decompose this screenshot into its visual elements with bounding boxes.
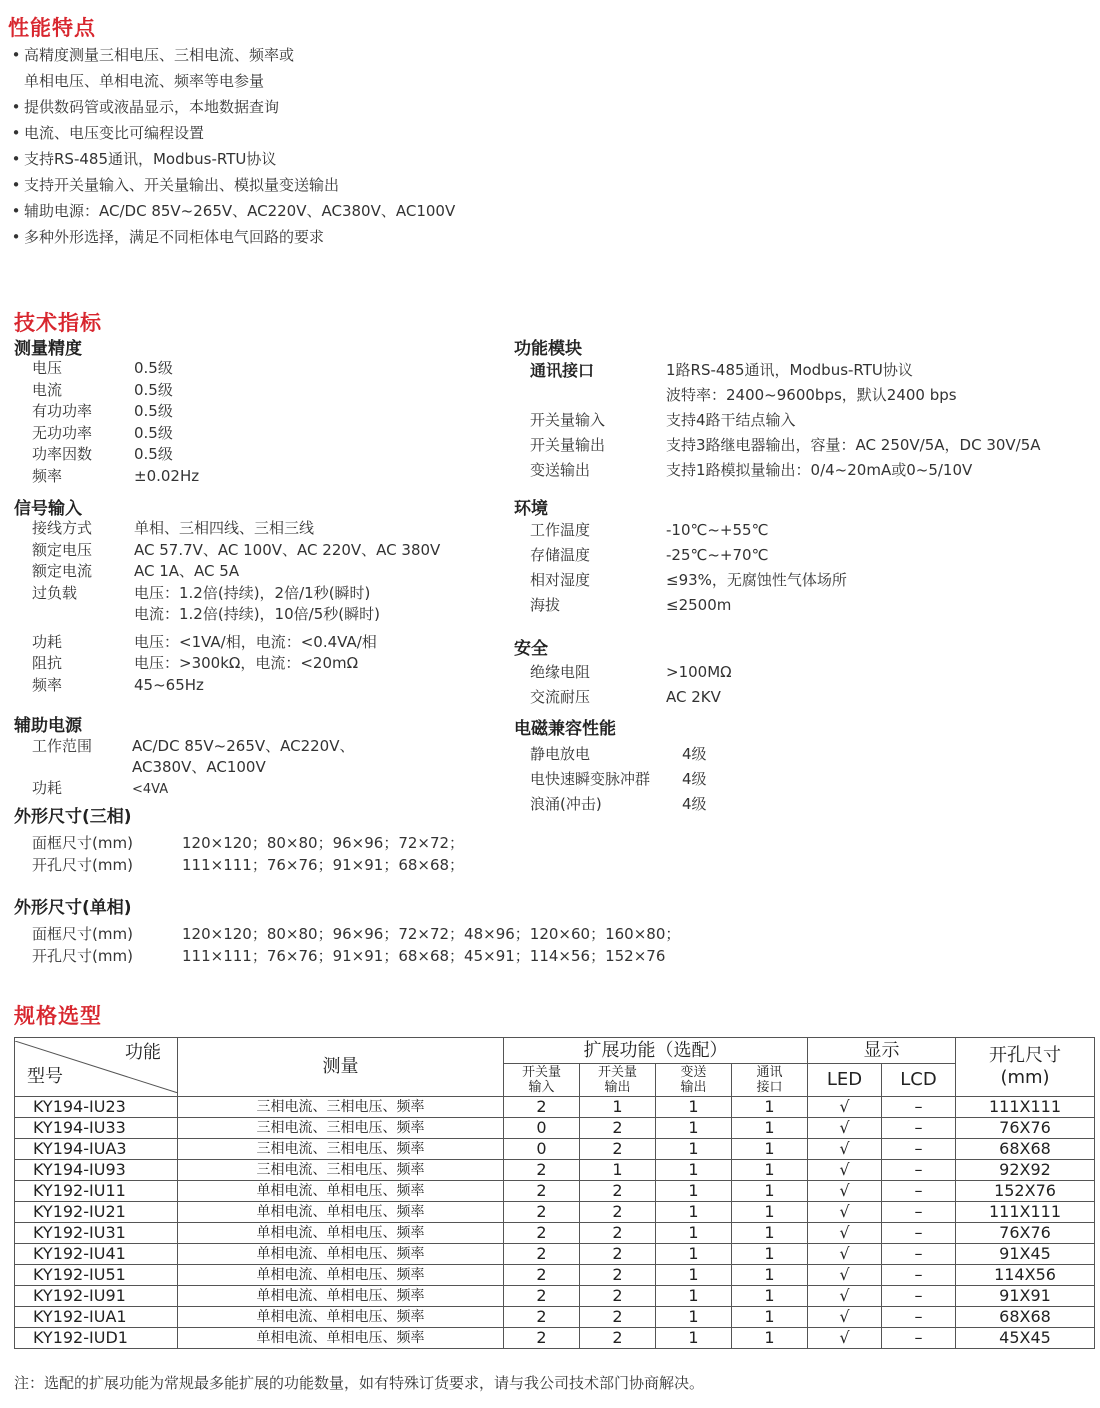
do-cell: 2 — [580, 1181, 656, 1202]
ao-cell: 1 — [656, 1307, 732, 1328]
feature-item: • 支持RS-485通讯，Modbus-RTU协议 — [11, 150, 277, 168]
model-cell: KY192-IU91 — [15, 1286, 178, 1307]
model-cell: KY192-IU51 — [15, 1265, 178, 1286]
emc-list — [530, 742, 707, 817]
ao-cell: 1 — [656, 1286, 732, 1307]
model-cell: KY192-IUD1 — [15, 1328, 178, 1349]
led-cell: √ — [808, 1160, 882, 1181]
measure-cell: 单相电流、单相电压、频率 — [178, 1223, 504, 1244]
model-cell: KY192-IU11 — [15, 1181, 178, 1202]
di-cell: 2 — [504, 1307, 580, 1328]
footnote: 注：选配的扩展功能为常规最多能扩展的功能数量，如有特殊订货要求，请与我公司技术部门协商解决。 — [14, 1374, 705, 1392]
di-cell: 0 — [504, 1139, 580, 1160]
di-cell: 2 — [504, 1223, 580, 1244]
cutout-cell: 76X76 — [956, 1223, 1095, 1244]
ao-cell: 1 — [656, 1181, 732, 1202]
table-row — [15, 1328, 1095, 1349]
do-cell: 2 — [580, 1328, 656, 1349]
kv-row: 工作温度 -10℃~+55℃ — [530, 521, 769, 539]
dim1-title: 外形尺寸(单相) — [14, 898, 132, 918]
do-cell: 1 — [580, 1097, 656, 1118]
lcd-cell: – — [882, 1097, 956, 1118]
selection-table-body — [15, 1097, 1095, 1349]
header-do: 开关量 输出 — [580, 1064, 656, 1097]
measure-cell: 单相电流、单相电压、频率 — [178, 1202, 504, 1223]
cutout-cell: 91X45 — [956, 1244, 1095, 1265]
di-cell: 2 — [504, 1181, 580, 1202]
do-cell: 2 — [580, 1307, 656, 1328]
led-cell: √ — [808, 1328, 882, 1349]
header-cutout-line: 开孔尺寸 — [989, 1045, 1061, 1066]
comm-line: 1路RS-485通讯，Modbus-RTU协议 — [666, 361, 913, 379]
func-title: 功能模块 — [514, 339, 582, 359]
di-cell: 2 — [504, 1265, 580, 1286]
table-row — [15, 1265, 1095, 1286]
ao-cell: 1 — [656, 1244, 732, 1265]
kv-row: 交流耐压 AC 2KV — [530, 688, 721, 706]
kv-row: 开孔尺寸(mm) 111×111；76×76；91×91；68×68；45×91；114×56；152×76 — [32, 947, 666, 965]
led-cell: √ — [808, 1118, 882, 1139]
table-row — [15, 1286, 1095, 1307]
lcd-cell: – — [882, 1160, 956, 1181]
kv-row: 接线方式 单相、三相四线、三相三线 — [32, 519, 315, 537]
model-cell: KY194-IU93 — [15, 1160, 178, 1181]
table-row — [15, 1223, 1095, 1244]
measure-cell: 单相电流、单相电压、频率 — [178, 1328, 504, 1349]
com-cell: 1 — [732, 1118, 808, 1139]
kv-row: 变送输出 支持1路模拟量输出：0/4~20mA或0~5/10V — [530, 461, 973, 479]
lcd-cell: – — [882, 1181, 956, 1202]
accuracy-title: 测量精度 — [14, 339, 82, 359]
header-ao: 变送 输出 — [656, 1064, 732, 1097]
model-cell: KY192-IUA1 — [15, 1307, 178, 1328]
kv-row: 存储温度 -25℃~+70℃ — [530, 546, 769, 564]
cutout-cell: 114X56 — [956, 1265, 1095, 1286]
kv-row: 海拔 ≤2500m — [530, 596, 732, 614]
header-display: 显示 — [808, 1038, 956, 1064]
signal-title: 信号输入 — [14, 499, 82, 519]
table-row — [15, 1139, 1095, 1160]
tech-title: 技术指标 — [14, 311, 102, 335]
led-cell: √ — [808, 1223, 882, 1244]
cutout-cell: 76X76 — [956, 1118, 1095, 1139]
di-cell: 2 — [504, 1097, 580, 1118]
led-cell: √ — [808, 1265, 882, 1286]
ao-cell: 1 — [656, 1223, 732, 1244]
model-cell: KY192-IU31 — [15, 1223, 178, 1244]
features-list — [8, 42, 455, 250]
kv-row: 功率因数 0.5级 — [32, 445, 173, 463]
measure-cell: 单相电流、单相电压、频率 — [178, 1181, 504, 1202]
func-list — [530, 408, 1041, 483]
cutout-cell: 111X111 — [956, 1097, 1095, 1118]
feature-item: • 高精度测量三相电压、三相电流、频率或 — [11, 46, 295, 64]
kv-row: 功耗 <4VA — [32, 779, 169, 797]
feature-item: • 辅助电源：AC/DC 85V~265V、AC220V、AC380V、AC100V — [11, 202, 456, 220]
table-row — [15, 1160, 1095, 1181]
led-cell: √ — [808, 1307, 882, 1328]
selection-title: 规格选型 — [14, 1004, 102, 1028]
feature-item: • 多种外形选择，满足不同柜体电气回路的要求 — [11, 228, 325, 246]
kv-row: 工作范围 AC/DC 85V~265V、AC220V、 — [32, 737, 355, 755]
cutout-cell: 68X68 — [956, 1139, 1095, 1160]
selection-table — [14, 1037, 1095, 1349]
di-cell: 2 — [504, 1244, 580, 1265]
com-cell: 1 — [732, 1202, 808, 1223]
model-cell: KY192-IU41 — [15, 1244, 178, 1265]
model-cell: KY192-IU21 — [15, 1202, 178, 1223]
do-cell: 2 — [580, 1202, 656, 1223]
header-di: 开关量 输入 — [504, 1064, 580, 1097]
dim1-list — [32, 923, 680, 967]
kv-row: 静电放电 4级 — [530, 745, 707, 763]
kv-row: 额定电流 AC 1A、AC 5A — [32, 562, 240, 580]
header-ext: 扩展功能（选配） — [504, 1038, 808, 1064]
do-cell: 2 — [580, 1223, 656, 1244]
com-cell: 1 — [732, 1265, 808, 1286]
do-cell: 2 — [580, 1265, 656, 1286]
model-cell: KY194-IUA3 — [15, 1139, 178, 1160]
feature-item: • 电流、电压变比可编程设置 — [11, 124, 205, 142]
do-cell: 2 — [580, 1118, 656, 1139]
com-cell: 1 — [732, 1139, 808, 1160]
lcd-cell: – — [882, 1328, 956, 1349]
kv-row: 电压 0.5级 — [32, 359, 173, 377]
kv-row: 面框尺寸(mm) 120×120；80×80；96×96；72×72； — [32, 834, 465, 852]
kv-row: 无功功率 0.5级 — [32, 423, 173, 442]
kv-row: 浪涌(冲击) 4级 — [530, 795, 707, 813]
kv-row: 电流 0.5级 — [32, 380, 173, 399]
lcd-cell: – — [882, 1202, 956, 1223]
kv-row: 电快速瞬变脉冲群 4级 — [530, 770, 707, 788]
com-cell: 1 — [732, 1223, 808, 1244]
led-cell: √ — [808, 1097, 882, 1118]
lcd-cell: – — [882, 1286, 956, 1307]
features-title: 性能特点 — [8, 16, 96, 40]
com-cell: 1 — [732, 1307, 808, 1328]
led-cell: √ — [808, 1244, 882, 1265]
table-row — [15, 1118, 1095, 1139]
ao-cell: 1 — [656, 1139, 732, 1160]
kv-row: 功耗 电压：<1VA/相，电流：<0.4VA/相 — [32, 632, 377, 651]
kv-row: 过负载 电压：1.2倍(持续)，2倍/1秒(瞬时) — [32, 583, 371, 602]
lcd-cell: – — [882, 1118, 956, 1139]
env-title: 环境 — [514, 499, 548, 519]
signal-list — [32, 518, 440, 696]
led-cell: √ — [808, 1181, 882, 1202]
model-cell: KY194-IU33 — [15, 1118, 178, 1139]
measure-cell: 单相电流、单相电压、频率 — [178, 1286, 504, 1307]
emc-title: 电磁兼容性能 — [514, 719, 616, 739]
kv-row: 有功功率 0.5级 — [32, 402, 173, 420]
ao-cell: 1 — [656, 1265, 732, 1286]
ao-cell: 1 — [656, 1202, 732, 1223]
kv-row: 频率 ±0.02Hz — [32, 466, 200, 485]
accuracy-list — [32, 358, 332, 487]
cutout-cell: 45X45 — [956, 1328, 1095, 1349]
do-cell: 2 — [580, 1139, 656, 1160]
header-led: LED — [808, 1064, 882, 1097]
table-row — [15, 1202, 1095, 1223]
dim3-title: 外形尺寸(三相) — [14, 807, 132, 827]
com-cell: 1 — [732, 1097, 808, 1118]
kv-row: 开关量输出 支持3路继电器输出，容量：AC 250V/5A，DC 30V/5A — [530, 436, 1041, 454]
do-cell: 1 — [580, 1160, 656, 1181]
ao-cell: 1 — [656, 1097, 732, 1118]
ao-cell: 1 — [656, 1160, 732, 1181]
feature-item: • 提供数码管或液晶显示，本地数据查询 — [11, 98, 280, 116]
kv-row: 绝缘电阻 >100MΩ — [530, 663, 732, 681]
led-cell: √ — [808, 1286, 882, 1307]
comm-lines — [666, 358, 957, 408]
kv-row: AC380V、AC100V — [132, 758, 266, 776]
table-row — [15, 1097, 1095, 1118]
measure-cell: 单相电流、单相电压、频率 — [178, 1307, 504, 1328]
di-cell: 2 — [504, 1286, 580, 1307]
header-lcd: LCD — [882, 1064, 956, 1097]
kv-row: 电流：1.2倍(持续)，10倍/5秒(瞬时) — [134, 605, 380, 623]
lcd-cell: – — [882, 1244, 956, 1265]
comm-label: 通讯接口 — [530, 361, 595, 380]
measure-cell: 三相电流、三相电压、频率 — [178, 1097, 504, 1118]
feature-item: • 支持开关量输入、开关量输出、模拟量变送输出 — [11, 176, 340, 194]
measure-cell: 三相电流、三相电压、频率 — [178, 1160, 504, 1181]
cutout-cell: 92X92 — [956, 1160, 1095, 1181]
com-cell: 1 — [732, 1160, 808, 1181]
lcd-cell: – — [882, 1223, 956, 1244]
ao-cell: 1 — [656, 1328, 732, 1349]
measure-cell: 单相电流、单相电压、频率 — [178, 1265, 504, 1286]
led-cell: √ — [808, 1139, 882, 1160]
comm-line: 波特率：2400~9600bps，默认2400 bps — [666, 386, 957, 404]
led-cell: √ — [808, 1202, 882, 1223]
table-row — [15, 1244, 1095, 1265]
safety-title: 安全 — [514, 639, 548, 659]
aux-list — [32, 736, 355, 800]
di-cell: 2 — [504, 1328, 580, 1349]
header-model: 型号 — [27, 1066, 63, 1087]
lcd-cell: – — [882, 1265, 956, 1286]
header-func: 功能 — [125, 1042, 161, 1063]
header-measure: 测量 — [178, 1038, 504, 1097]
header-com: 通讯 接口 — [732, 1064, 808, 1097]
cutout-cell: 111X111 — [956, 1202, 1095, 1223]
kv-row: 开孔尺寸(mm) 111×111；76×76；91×91；68×68； — [32, 856, 465, 874]
table-row — [15, 1307, 1095, 1328]
aux-title: 辅助电源 — [14, 716, 82, 736]
kv-row: 面框尺寸(mm) 120×120；80×80；96×96；72×72；48×96；120×60；160×80； — [32, 925, 681, 943]
kv-row: 阻抗 电压：>300kΩ，电流：<20mΩ — [32, 654, 359, 672]
safety-list — [530, 660, 732, 710]
kv-row: 频率 45~65Hz — [32, 675, 204, 694]
kv-row: 额定电压 AC 57.7V、AC 100V、AC 220V、AC 380V — [32, 540, 441, 559]
di-cell: 0 — [504, 1118, 580, 1139]
do-cell: 2 — [580, 1244, 656, 1265]
env-list — [530, 518, 847, 618]
measure-cell: 三相电流、三相电压、频率 — [178, 1139, 504, 1160]
kv-row: 相对湿度 ≤93%，无腐蚀性气体场所 — [530, 571, 847, 589]
com-cell: 1 — [732, 1181, 808, 1202]
table-row — [15, 1181, 1095, 1202]
feature-item: 单相电压、单相电流、频率等电参量 — [24, 72, 265, 90]
lcd-cell: – — [882, 1139, 956, 1160]
cutout-cell: 152X76 — [956, 1181, 1095, 1202]
header-cutout — [956, 1038, 1095, 1097]
header-func-model-cell — [15, 1038, 178, 1097]
com-cell: 1 — [732, 1328, 808, 1349]
lcd-cell: – — [882, 1307, 956, 1328]
di-cell: 2 — [504, 1160, 580, 1181]
do-cell: 2 — [580, 1286, 656, 1307]
com-cell: 1 — [732, 1244, 808, 1265]
measure-cell: 单相电流、单相电压、频率 — [178, 1244, 504, 1265]
di-cell: 2 — [504, 1202, 580, 1223]
com-cell: 1 — [732, 1286, 808, 1307]
measure-cell: 三相电流、三相电压、频率 — [178, 1118, 504, 1139]
model-cell: KY194-IU23 — [15, 1097, 178, 1118]
kv-row: 开关量输入 支持4路干结点输入 — [530, 411, 796, 429]
ao-cell: 1 — [656, 1118, 732, 1139]
cutout-cell: 91X91 — [956, 1286, 1095, 1307]
cutout-cell: 68X68 — [956, 1307, 1095, 1328]
header-cutout-line: (mm) — [1000, 1067, 1050, 1088]
dim3-list — [32, 832, 464, 876]
